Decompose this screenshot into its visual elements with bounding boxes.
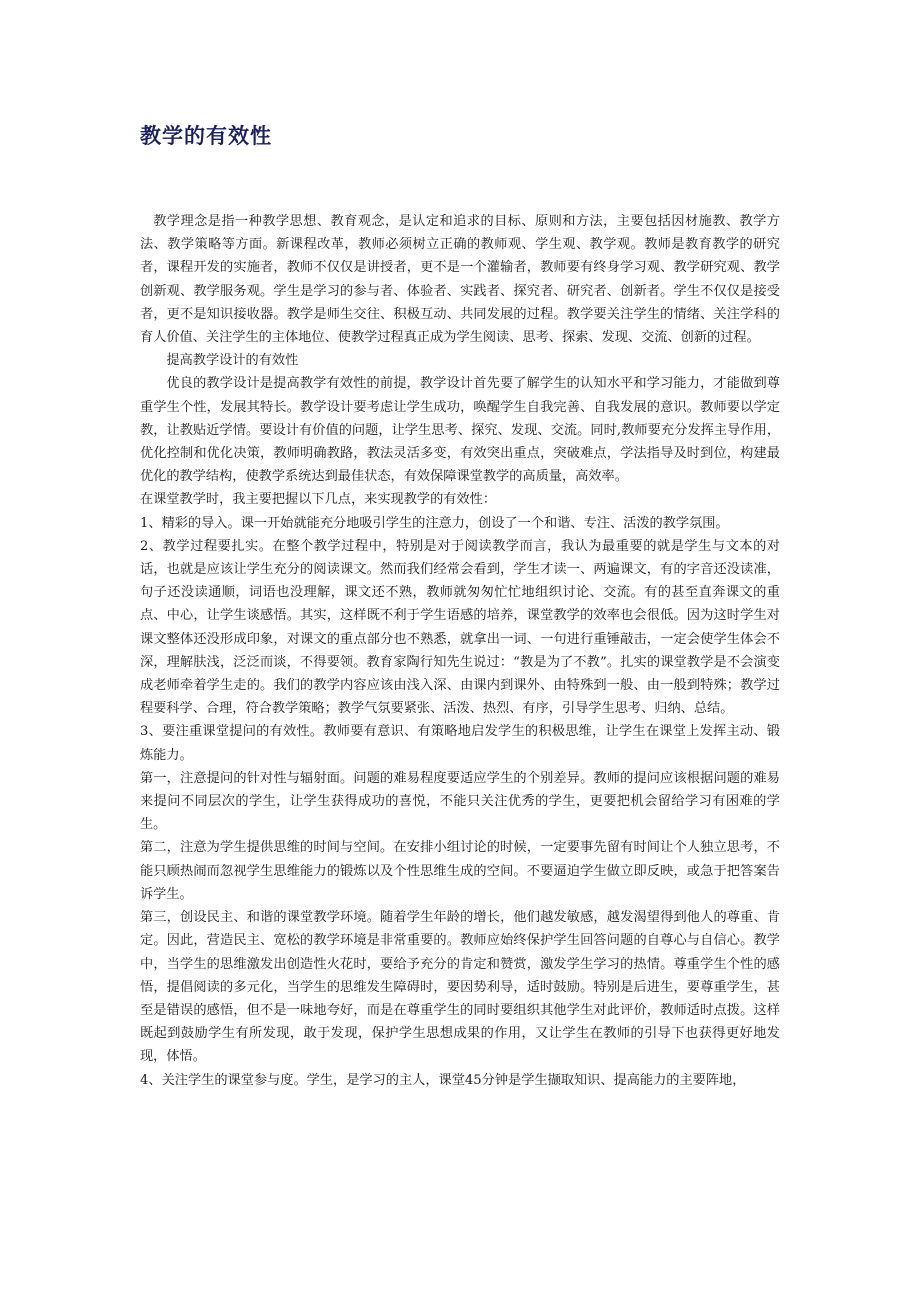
sub-item-second: 第二，注意为学生提供思维的时间与空间。在安排小组讨论的时候，一定要事先留有时间让个人独立思考，不能只顾热闹而忽视学生思维能力的锻炼以及个性思维生成的空间。不要逼迫学生做立即反映，或急于把答案告诉学生。 (140, 840, 780, 902)
document-body (140, 210, 780, 1092)
paragraph-design: 优良的教学设计是提高教学有效性的前提，教学设计首先要了解学生的认知水平和学习能力，才能做到尊重学生个性，发展其特长。教学设计要考虑让学生成功，唤醒学生自我完善、自我发展的意识。教师要以学定教，让教贴近学情。要设计有价值的问题，让学生思考、探究、发现、交流。同时,教师要充分发挥主导作用，优化控制和优化决策，教师明确教路，教法灵活多变，有效突出重点，突破难点，学法指导及时到位，构建最优化的教学结构，使教学系统达到最佳状态，有效保障课堂教学的高质量，高效率。 (140, 376, 780, 485)
list-item-3: 3、要注重课堂提问的有效性。教师要有意识、有策略地启发学生的积极思维，让学生在课堂上发挥主动、锻炼能力。 (140, 724, 780, 763)
list-item-2: 2、教学过程要扎实。在整个教学过程中，特别是对于阅读教学而言，我认为最重要的就是学生与文本的对话，也就是应该让学生充分的阅读课文。然而我们经常会看到，学生才读一、两遍课文，有的字音还没读准，句子还没读通顺，词语也没理解，课文还不熟，教师就匆匆忙忙地组织讨论、交流。有的甚至直奔课文的重点、中心，让学生谈感悟。其实，这样既不利于学生语感的培养，课堂教学的效率也会很低。因为这时学生对课文整体还没形成印象，对课文的重点部分也不熟悉，就拿出一词、一句进行重锤敲击，一定会使学生体会不深，理解肤浅，泛泛而谈，不得要领。教育家陶行知先生说过：“教是为了不教”。扎实的课堂教学是不会演变成老师牵着学生走的。我们的教学内容应该由浅入深、由课内到课外、由特殊到一般、由一般到特殊；教学过程要科学、合理，符合教学策略；教学气氛要紧张、活泼、热烈、有序，引导学生思考、归纳、总结。 (140, 538, 780, 717)
list-item-1: 1、精彩的导入。课一开始就能充分地吸引学生的注意力，创设了一个和谐、专注、活泼的教学氛围。 (140, 515, 729, 531)
paragraph-intro-points: 在课堂教学时，我主要把握以下几点，来实现教学的有效性： (140, 492, 497, 508)
sub-item-first: 第一，注意提问的针对性与辐射面。问题的难易程度要适应学生的个别差异。教师的提问应该根据问题的难易来提问不同层次的学生，让学生获得成功的喜悦，不能只关注优秀的学生，更要把机会留给学习有困难的学生。 (140, 770, 780, 833)
list-item-4: 4、关注学生的课堂参与度。学生，是学习的主人，课堂45分钟是学生撷取知识、提高能力的主要阵地， (140, 1072, 746, 1088)
section-heading-design: 提高教学设计的有效性 (166, 353, 299, 369)
sub-item-third: 第三，创设民主、和谐的课堂教学环境。随着学生年龄的增长，他们越发敏感，越发渴望得到他人的尊重、肯定。因此，营造民主、宽松的教学环境是非常重要的。教师应始终保护学生回答问题的自尊心与自信心。教学中，当学生的思维激发出创造性火花时，要给予充分的肯定和赞赏，激发学生学习的热情。尊重学生个性的感悟，提倡阅读的多元化，当学生的思维发生障碍时，要因势利导，适时鼓励。特别是后进生，要尊重学生，甚至是错误的感悟，但不是一味地夸好，而是在尊重学生的同时要组织其他学生对此评价，教师适时点拨。这样既起到鼓励学生有所发现，敢于发现，保护学生思想成果的作用，又让学生在教师的引导下也获得更好地发现，体悟。 (140, 910, 780, 1065)
document-title: 教学的有效性 (140, 124, 272, 148)
paragraph-teaching-concept: 教学理念是指一种教学思想、教育观念，是认定和追求的目标、原则和方法，主要包括因材施教、教学方法、教学策略等方面。新课程改革，教师必须树立正确的教师观、学生观、教学观。教师是教育教学的研究者，课程开发的实施者，教师不仅仅是讲授者，更不是一个灌输者，教师要有终身学习观、教学研究观、教学创新观、教学服务观。学生是学习的参与者、体验者、实践者、探究者、研究者、创新者。学生不仅仅是接受者，更不是知识接收器。教学是师生交往、积极互动、共同发展的过程。教学要关注学生的情绪、关注学科的育人价值、关注学生的主体地位、使教学过程真正成为学生阅读、思考、探索、发现、交流、创新的过程。 (140, 214, 780, 346)
